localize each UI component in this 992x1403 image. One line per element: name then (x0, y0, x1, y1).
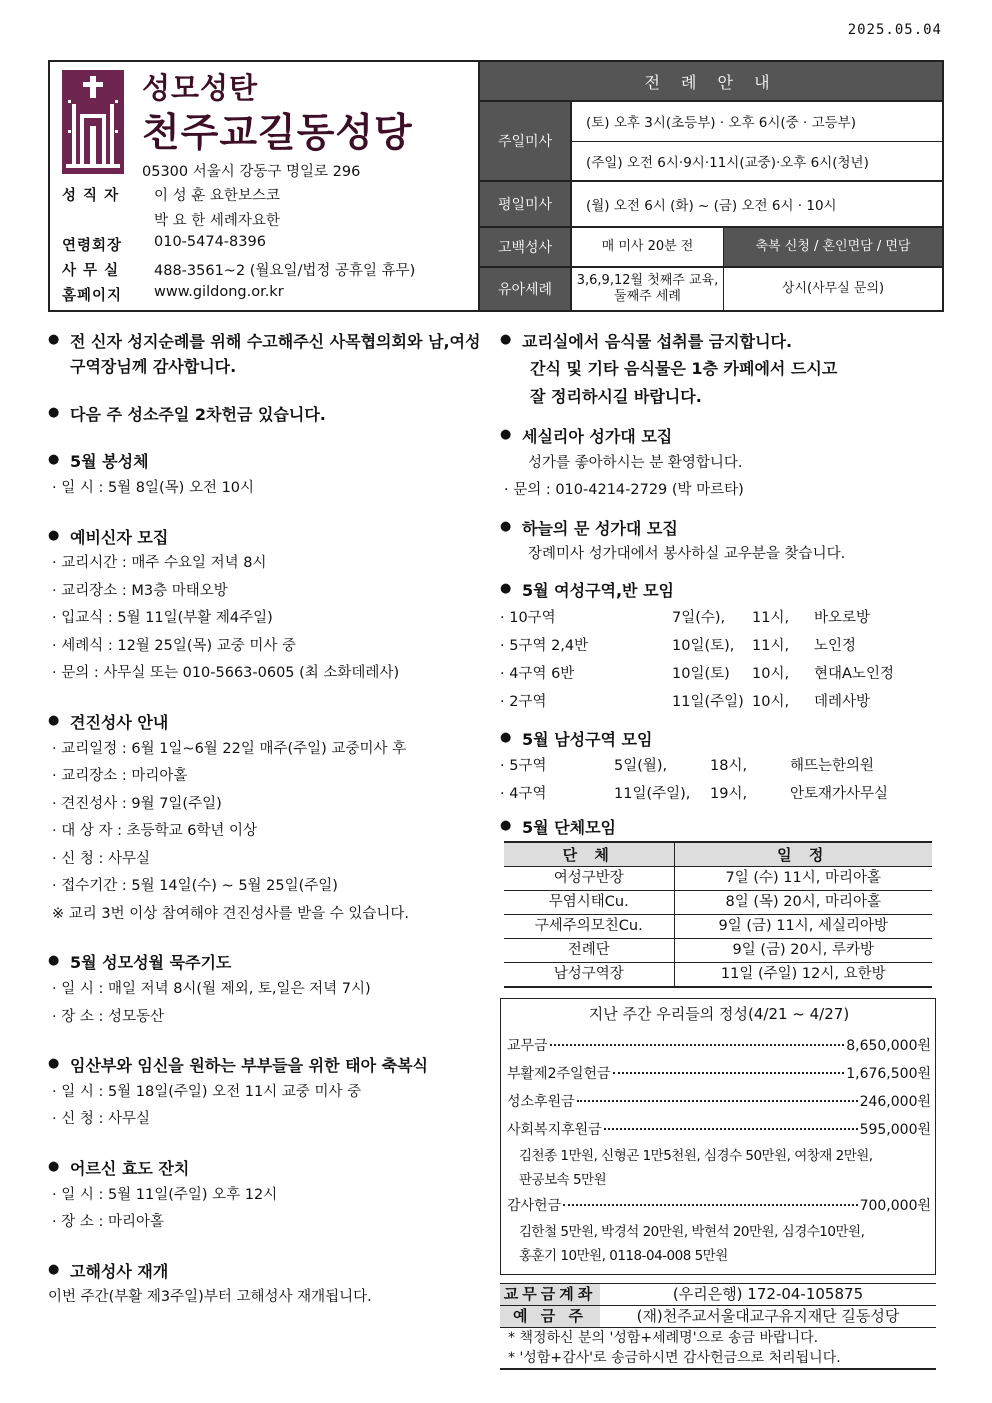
table-row (504, 891, 932, 915)
account-note: * '성함+감사'로 송금하시면 감사헌금으로 처리됩니다. (500, 1348, 936, 1370)
homepage-link[interactable]: www.gildong.or.kr (154, 284, 284, 300)
infant-baptism-label: 유아세례 (480, 268, 572, 310)
account-holder: (재)천주교서울대교구유지재단 길동성당 (636, 1307, 900, 1326)
offering-name: 성소후원금 (507, 1094, 575, 1111)
offering-line (507, 1088, 931, 1116)
meeting-place: 노인정 (814, 637, 857, 654)
group-schedule-cell: 11일 (주일) 12시, 요한방 (674, 963, 932, 988)
notice-women-meetings (500, 579, 945, 716)
dot-leader (563, 1204, 857, 1206)
blessing-request: 축복 신청 / 혼인면담 / 면담 (724, 228, 942, 266)
notice-title-row (500, 579, 945, 604)
homepage-row (62, 284, 284, 305)
infant-baptism-schedule: 3,6,9,12월 첫째주 교육, 둘째주 세례 (572, 268, 724, 310)
notice-title-row (48, 526, 488, 551)
group-name-cell: 전례단 (504, 939, 674, 963)
notice-line: · 일 시 : 5월 18일(주일) 오전 11시 교중 미사 중 (52, 1083, 362, 1100)
list-item (500, 688, 945, 716)
bullet-icon: ● (48, 1261, 60, 1277)
notice-line: · 신 청 : 사무실 (52, 850, 150, 867)
offering-summary (500, 998, 936, 1275)
group-name-cell: 무염시태Cu. (504, 891, 674, 915)
meeting-date: 11일(주일), (614, 786, 691, 803)
notice-title: 5월 성모성월 묵주기도 (70, 953, 232, 973)
notice-heaven-choir (500, 517, 945, 569)
notice-title-row (500, 425, 945, 450)
notice-title-row (48, 1260, 488, 1285)
notice-men-meetings (500, 728, 945, 809)
notice-unborn-blessing (48, 1054, 488, 1134)
meeting-place: 바오로방 (814, 609, 871, 626)
notice-title: 예비신자 모집 (70, 527, 169, 547)
table-header-row (504, 842, 932, 867)
notice-rosary (48, 951, 488, 1031)
meeting-district: · 4구역 (500, 786, 547, 803)
notice-title: 임산부와 임신을 원하는 부부들을 위한 태아 축복식 (70, 1056, 428, 1076)
offering-donor-note: 홍훈기 10만원, 0118-04-008 5만원 (519, 1248, 728, 1265)
notice-title: 하늘의 문 성가대 모집 (522, 518, 678, 538)
offering-title: 지난 주간 우리들의 정성(4/21 ~ 4/27) (588, 1005, 850, 1024)
offering-donor-note: 김한철 5만원, 박경석 20만원, 박현석 20만원, 심경수10만원, (519, 1224, 865, 1241)
office-phone: 488-3561~2 (월요일/법정 공휴일 휴무) (154, 263, 416, 279)
offering-amount: 1,676,500원 (846, 1066, 931, 1083)
clergy-label-spacer (62, 209, 154, 230)
bullet-icon: ● (48, 1056, 60, 1072)
bullet-icon: ● (48, 404, 60, 420)
meeting-district: · 5구역 2,4반 (500, 637, 589, 654)
offering-line (507, 1060, 931, 1088)
notice-title-row (48, 330, 488, 380)
left-column (48, 330, 488, 1335)
bank-account-box (500, 1283, 936, 1370)
notice-title-row (48, 1054, 488, 1079)
notice-title: 세실리아 성가대 모집 (522, 426, 673, 446)
sunday-mass-row (480, 102, 942, 182)
parish-subtitle: 성모성탄 (142, 71, 259, 105)
bullet-icon: ● (500, 729, 512, 745)
notice-title-row (48, 711, 488, 736)
parish-info (50, 62, 480, 310)
church-logo-graphic (62, 70, 124, 174)
notice-second-collection (48, 403, 488, 428)
list-item (500, 780, 945, 808)
notice-title-row (500, 330, 945, 355)
meeting-district: · 5구역 (500, 758, 547, 775)
office-row (62, 259, 415, 280)
notice-title-row (48, 951, 488, 976)
bullet-icon: ● (48, 332, 60, 347)
dot-leader (550, 1044, 845, 1046)
offering-line (507, 1116, 931, 1144)
meeting-time: 10시, (752, 665, 790, 682)
notice-pilgrimage-thanks (48, 330, 488, 380)
weekday-mass-row (480, 182, 942, 228)
notice-line: 성가를 좋아하시는 분 환영합니다. (528, 454, 743, 471)
group-schedule-cell: 7일 (수) 11시, 마리아홀 (674, 867, 932, 891)
council-phone: 010-5474-8396 (154, 234, 266, 250)
bullet-icon: ● (48, 712, 60, 728)
meeting-district: · 4구역 6반 (500, 665, 575, 682)
weekday-mass-label: 평일미사 (480, 182, 572, 226)
notice-line: · 교리일정 : 6월 1일~6월 22일 매주(주일) 교중미사 후 (52, 740, 407, 757)
clergy-row-2 (62, 209, 280, 230)
notice-title: 전 신자 성지순례를 위해 수고해주신 사목협의회와 남,여성 구역장님께 감사합니다. (70, 332, 481, 376)
meeting-time: 11시, (752, 609, 790, 626)
bulletin-header (48, 60, 944, 312)
table-row (504, 939, 932, 963)
notice-line: · 장 소 : 성모동산 (52, 1008, 164, 1025)
clergy-name-2: 박 요 한 세례자요한 (154, 213, 280, 229)
notice-cecilia-choir (500, 425, 945, 505)
offering-amount: 700,000원 (859, 1198, 931, 1215)
list-item (500, 660, 945, 688)
bullet-icon: ● (500, 332, 512, 347)
dot-leader (577, 1100, 858, 1102)
sunday-mass-saturday: (토) 오후 3시(초등부) · 오후 6시(중 · 고등부) (586, 115, 856, 132)
list-item (500, 752, 945, 780)
weekday-mass-times: (월) 오전 6시 (화) ~ (금) 오전 6시 · 10시 (586, 198, 837, 214)
offering-name: 감사헌금 (507, 1198, 562, 1215)
schedule-column-header: 일 정 (674, 842, 932, 867)
clergy-row (62, 184, 280, 205)
bulletin-date: 2025.05.04 (847, 22, 942, 38)
notice-line: · 문의 : 사무실 또는 010-5663-0605 (최 소화데레사) (52, 665, 400, 682)
offering-donor-note: 판공보속 5만원 (519, 1172, 607, 1189)
notice-title-row (500, 816, 945, 841)
list-item (500, 632, 945, 660)
notice-line: 잘 정리하시길 바랍니다. (530, 386, 702, 406)
account-holder-row (500, 1306, 936, 1328)
notice-title-row (48, 1157, 488, 1182)
notice-title-row (48, 450, 488, 475)
group-meeting-table (504, 841, 932, 988)
meeting-date: 10일(토), (672, 637, 735, 654)
women-meeting-list (500, 604, 945, 716)
notice-line: · 견진성사 : 9월 7일(주일) (52, 795, 222, 812)
account-number-row (500, 1283, 936, 1306)
notice-line: · 세례식 : 12월 25일(목) 교중 미사 중 (52, 637, 297, 654)
dot-leader (613, 1072, 845, 1074)
notice-line: · 장 소 : 마리아홀 (52, 1214, 164, 1231)
notice-title-row (48, 403, 488, 428)
meeting-time: 18시, (710, 758, 748, 775)
meeting-place: 데레사방 (814, 693, 871, 710)
meeting-date: 7일(수), (672, 609, 726, 626)
offering-name: 교무금 (507, 1038, 548, 1055)
meeting-date: 11일(주일) (672, 693, 744, 710)
confession-time: 매 미사 20분 전 (572, 228, 724, 266)
notice-title: 견진성사 안내 (70, 712, 169, 732)
account-note: * 책정하신 분의 '성함+세례명'으로 송금 바랍니다. (508, 1330, 819, 1347)
meeting-place: 해뜨는한의원 (790, 758, 875, 775)
notice-line: ※ 교리 3번 이상 참여해야 견진성사를 받을 수 있습니다. (52, 905, 410, 922)
notice-line: 이번 주간(부활 제3주일)부터 고해성사 재개됩니다. (48, 1289, 372, 1306)
meeting-district: · 2구역 (500, 693, 547, 710)
notice-communion-sick (48, 450, 488, 502)
notice-line: · 교리시간 : 매주 수요일 저녁 8시 (52, 555, 267, 572)
men-meeting-list (500, 752, 945, 808)
notice-line: · 입교식 : 5월 11일(부활 제4주일) (52, 610, 273, 627)
bullet-icon: ● (48, 527, 60, 543)
meeting-time: 10시, (752, 693, 790, 710)
bullet-icon: ● (500, 580, 512, 596)
homepage-label: 홈페이지 (62, 288, 123, 304)
list-item (500, 604, 945, 632)
notice-title: 어르신 효도 잔치 (70, 1158, 190, 1178)
table-row (504, 867, 932, 891)
notice-line: 장례미사 성가대에서 봉사하실 교우분을 찾습니다. (528, 546, 846, 563)
offering-line (507, 1192, 931, 1220)
offering-name: 사회복지후원금 (507, 1122, 602, 1139)
group-column-header: 단 체 (504, 842, 674, 867)
parish-name: 천주교길동성당 (142, 111, 413, 156)
notice-line: · 교리장소 : 마리아홀 (52, 768, 188, 785)
group-schedule-cell: 8일 (목) 20시, 마리아홀 (674, 891, 932, 915)
group-name-cell: 구세주의모친Cu. (504, 915, 674, 939)
meeting-place: 안토재가사무실 (790, 786, 889, 803)
parish-address: 05300 서울시 강동구 명일로 296 (142, 164, 361, 180)
council-label: 연령회장 (62, 238, 123, 254)
notice-catechumen (48, 526, 488, 688)
offering-line (507, 1032, 931, 1060)
offering-amount: 246,000원 (859, 1094, 931, 1111)
dot-leader (604, 1128, 858, 1130)
notice-confession-resume (48, 1260, 488, 1312)
notice-line: · 일 시 : 매일 저녁 8시(월 제외, 토,일은 저녁 7시) (52, 981, 371, 998)
notice-line: · 대 상 자 : 초등학교 6학년 이상 (52, 823, 258, 840)
notice-title: 다음 주 성소주일 2차헌금 있습니다. (70, 404, 326, 424)
meeting-district: · 10구역 (500, 609, 556, 626)
offering-donor-note: 김천종 1만원, 신형곤 1만5천원, 심경수 50만원, 여창재 2만원, (519, 1148, 873, 1165)
meeting-time: 11시, (752, 637, 790, 654)
offering-name: 부활제2주일헌금 (507, 1066, 611, 1083)
table-row (504, 915, 932, 939)
notice-line: 간식 및 기타 음식물은 1층 카페에서 드시고 (530, 358, 838, 378)
notice-no-food (500, 330, 945, 411)
notice-group-meetings (500, 816, 945, 988)
confession-row (480, 228, 942, 268)
infant-baptism-note: 상시(사무실 문의) (781, 281, 885, 297)
notice-confirmation (48, 711, 488, 928)
mass-schedule-title: 전 례 안 내 (480, 62, 942, 102)
holder-label: 예 금 주 (500, 1306, 600, 1327)
bullet-icon: ● (500, 426, 512, 442)
offering-amount: 595,000원 (859, 1122, 931, 1139)
meeting-date: 5일(월), (614, 758, 668, 775)
meeting-time: 19시, (710, 786, 748, 803)
notice-elders-party (48, 1157, 488, 1237)
bullet-icon: ● (48, 452, 60, 468)
bullet-icon: ● (48, 1158, 60, 1174)
sunday-mass-sunday: (주일) 오전 6시·9시·11시(교중)·오후 6시(청년) (572, 141, 942, 181)
notice-title: 5월 남성구역 모임 (522, 729, 653, 749)
notice-line: · 일 시 : 5월 11일(주일) 오후 12시 (52, 1186, 278, 1203)
notice-line: · 접수기간 : 5월 14일(수) ~ 5월 25일(주일) (52, 878, 338, 895)
bullet-icon: ● (500, 518, 512, 534)
notice-title: 고해성사 재개 (70, 1261, 169, 1281)
office-label: 사 무 실 (62, 263, 120, 279)
right-column (500, 330, 945, 1370)
clergy-name-1: 이 성 훈 요한보스코 (154, 188, 280, 204)
account-label: 교무금계좌 (500, 1284, 600, 1305)
council-row (62, 234, 266, 255)
notice-title: 5월 단체모임 (522, 818, 616, 838)
table-row (504, 963, 932, 988)
notice-title: 교리실에서 음식물 섭취를 금지합니다. (522, 332, 793, 351)
clergy-label: 성 직 자 (62, 188, 120, 204)
sunday-mass-label: 주일미사 (480, 102, 572, 180)
notice-line: · 교리장소 : M3층 마태오방 (52, 582, 228, 599)
notice-title-row (500, 728, 945, 753)
notice-title: 5월 여성구역,반 모임 (522, 580, 674, 600)
group-schedule-cell: 9일 (금) 11시, 세실리아방 (674, 915, 932, 939)
notice-title: 5월 봉성체 (70, 452, 149, 472)
infant-baptism-row (480, 268, 942, 310)
bullet-icon: ● (48, 953, 60, 969)
notice-title-row (500, 517, 945, 542)
meeting-date: 10일(토) (672, 665, 730, 682)
confession-label: 고백성사 (480, 228, 572, 266)
notice-line: · 일 시 : 5월 8일(목) 오전 10시 (52, 480, 255, 497)
meeting-place: 현대A노인정 (814, 665, 894, 682)
group-schedule-cell: 9일 (금) 20시, 루카방 (674, 939, 932, 963)
account-number: (우리은행) 172-04-105875 (672, 1285, 864, 1304)
offering-amount: 8,650,000원 (846, 1038, 931, 1055)
mass-schedule (480, 62, 942, 310)
bullet-icon: ● (500, 818, 512, 834)
group-name-cell: 여성구반장 (504, 867, 674, 891)
group-name-cell: 남성구역장 (504, 963, 674, 988)
notice-line: · 신 청 : 사무실 (52, 1111, 150, 1128)
church-logo-icon (62, 70, 124, 174)
notice-line: · 문의 : 010-4214-2729 (박 마르타) (504, 482, 744, 499)
